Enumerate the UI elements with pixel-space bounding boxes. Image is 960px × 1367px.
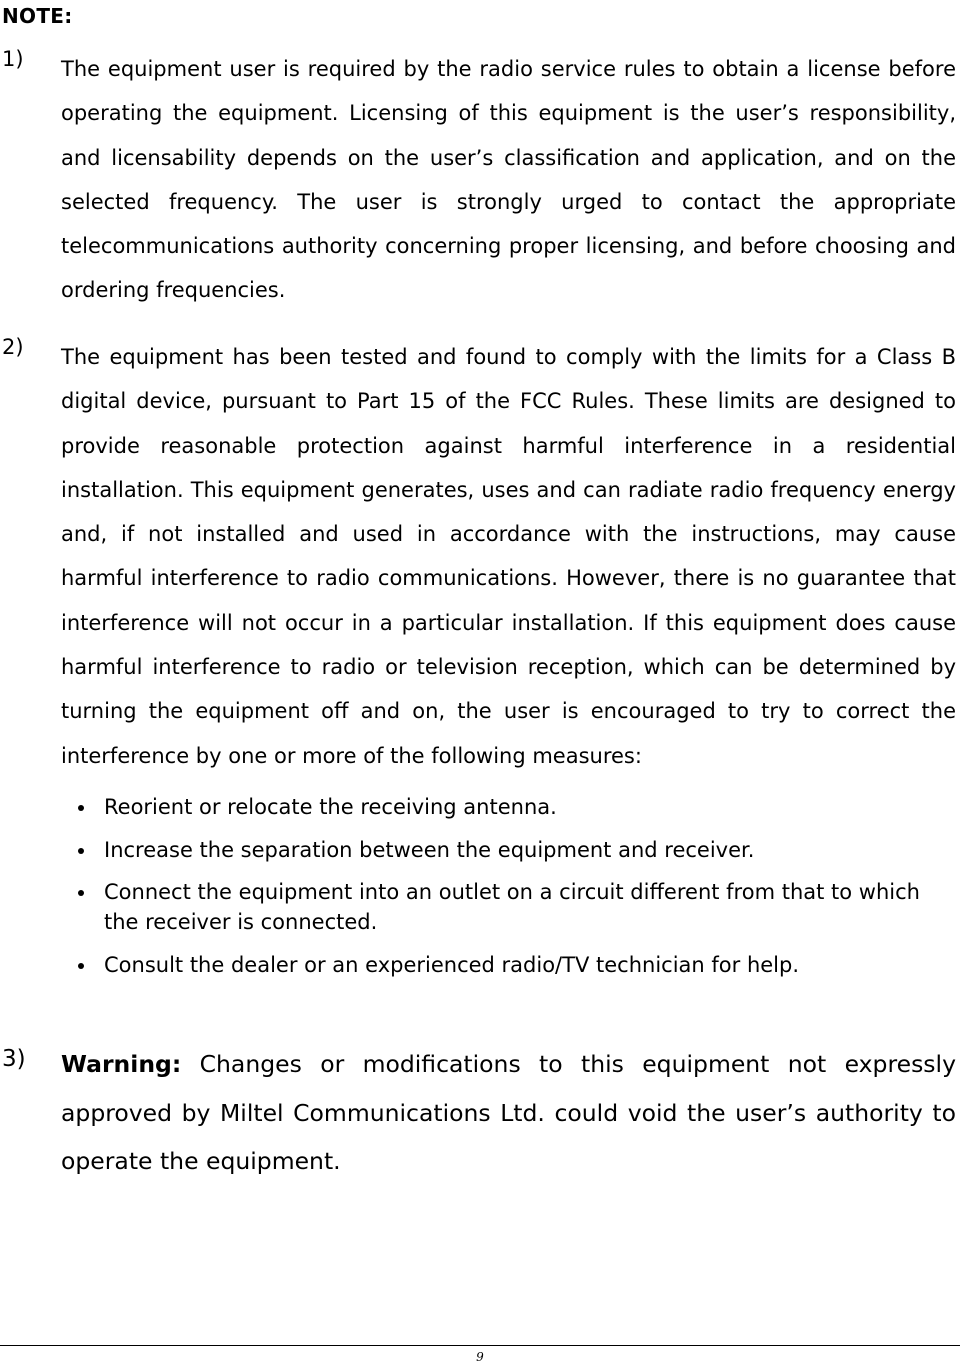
footer-divider	[0, 1345, 960, 1346]
list-item	[78, 950, 948, 980]
bullet-icon	[78, 890, 84, 896]
list-item-text: Increase the separation between the equipment and receiver.	[104, 837, 755, 862]
measures-list	[78, 792, 948, 992]
item-number: 2)	[2, 335, 24, 359]
list-item-text: Reorient or relocate the receiving antenna.	[104, 795, 557, 819]
list-item-text: Connect the equipment into an outlet on a circuit different from that to which the receiver is connected.	[104, 880, 920, 934]
bullet-icon	[78, 963, 84, 969]
item-number: 3)	[2, 1046, 26, 1072]
page-number: 9	[476, 1350, 484, 1364]
bullet-icon	[78, 848, 84, 854]
warning-label: Warning:	[61, 1050, 182, 1078]
item-text: The equipment has been tested and found to comply with the limits for a Class B digital device, pursuant to Part 15 of the FCC Rules. These limits are designed to provide reasonable protection against harmful interference in a residential installation. This equipment generates, uses and can radiate radio frequency energy and, if not installed and used in accordance with the instructions, may cause harmful interference to radio communications. However, there is no guarantee that interference will not occur in a particular installation. If this equipment does cause harmful interference to radio or television reception, which can be determined by turning the equipment off and on, the user is encouraged to try to correct the interference by one or more of the following measures:	[61, 345, 956, 768]
list-item-text: Consult the dealer or an experienced radio/TV technician for help.	[104, 952, 800, 977]
item-text	[61, 1040, 956, 1186]
list-item	[78, 792, 948, 822]
list-item	[78, 877, 948, 937]
item-text: The equipment user is required by the radio service rules to obtain a license before operating the equipment. Licensing of this equipment is the user’s responsibility, and licensability depends on the user’s classification and application, and on the selected frequency. The user is strongly urged to contact the appropriate telecommunications authority concerning proper licensing, and before choosing and ordering frequencies.	[61, 57, 956, 303]
note-heading: NOTE:	[2, 4, 73, 28]
bullet-icon	[78, 805, 84, 811]
warning-text: Changes or modifications to this equipment not expressly approved by Miltel Communications Ltd. could void the user’s authority to operate the equipment.	[61, 1050, 956, 1175]
item-number: 1)	[2, 47, 24, 71]
list-item	[78, 835, 948, 865]
